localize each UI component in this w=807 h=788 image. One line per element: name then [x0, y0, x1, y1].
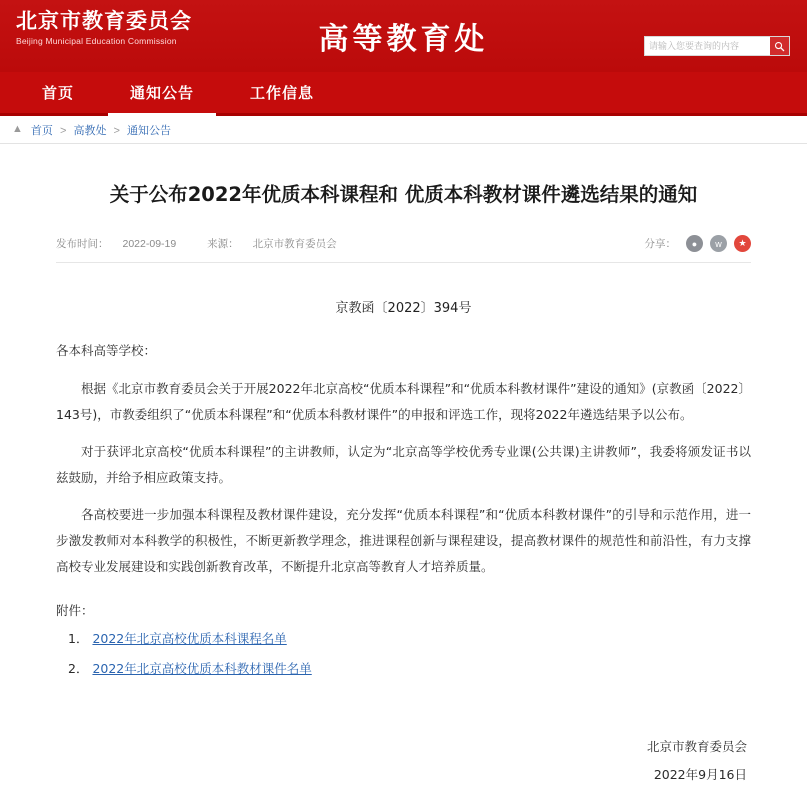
attachment-index: 1．: [68, 631, 89, 647]
share-group: [645, 235, 752, 252]
list-item: [68, 659, 751, 677]
search-box[interactable]: [644, 36, 790, 56]
share-label: 分享：: [644, 238, 676, 251]
nav-item-work-info[interactable]: 工作信息: [250, 84, 315, 102]
weixin-icon[interactable]: ●: [686, 235, 703, 252]
search-icon: [774, 41, 785, 52]
article-container: [0, 180, 807, 788]
weibo-icon[interactable]: w: [710, 235, 727, 252]
home-icon: ▲: [12, 123, 23, 135]
salutation: 各本科高等学校：: [56, 343, 157, 359]
attachment-link-1[interactable]: 2022年北京高校优质本科课程名单: [92, 631, 287, 647]
article-paragraph: 对于获评北京高校“优质本科课程”的主讲教师，认定为“北京高等学校优秀专业课(公共课)主讲教师”，我委将颁发证书以兹鼓励，并给予相应政策支持。: [56, 444, 751, 485]
search-input[interactable]: [645, 37, 770, 55]
document-number: 京教函〔2022〕394号: [335, 301, 472, 317]
breadcrumb: [31, 122, 171, 138]
site-title: 高等教育处: [318, 22, 489, 57]
logo-text-en: Beijing Municipal Education Commission: [16, 36, 177, 46]
breadcrumb-separator: >: [113, 124, 120, 137]
breadcrumb-bar: [0, 116, 807, 144]
signature-organization: 北京市教育委员会: [646, 739, 747, 755]
main-nav: [0, 72, 807, 116]
source-label: 来源： 北京市教育委员会: [207, 238, 337, 251]
list-item: [68, 629, 751, 647]
nav-item-home[interactable]: 首页: [42, 84, 75, 102]
breadcrumb-item-section[interactable]: 高教处: [73, 124, 107, 137]
breadcrumb-item-home[interactable]: 首页: [30, 124, 53, 137]
article-meta-left: [56, 236, 365, 251]
breadcrumb-separator: >: [59, 124, 67, 137]
favorite-star-icon[interactable]: ★: [734, 235, 751, 252]
site-logo[interactable]: [16, 8, 201, 46]
article-meta: [56, 235, 751, 263]
attachment-label: 附件：: [56, 603, 94, 619]
breadcrumb-item-current[interactable]: 通知公告: [127, 124, 172, 137]
nav-item-notices[interactable]: 通知公告: [102, 72, 222, 113]
logo-text-cn: 北京市教育委员会: [16, 9, 192, 33]
search-button[interactable]: [770, 37, 789, 55]
page-title: 关于公布2022年优质本科课程和 优质本科教材课件遴选结果的通知: [109, 183, 698, 206]
site-header: [0, 0, 807, 72]
signature-date: 2022年9月16日: [653, 766, 747, 782]
publish-time-label: 发布时间： 2022-09-19: [56, 238, 177, 251]
attachment-link-2[interactable]: 2022年北京高校优质本科教材课件名单: [92, 661, 312, 677]
attachment-index: 2．: [68, 661, 89, 677]
article-paragraph: 各高校要进一步加强本科课程及教材课件建设，充分发挥“优质本科课程”和“优质本科教材课件”的引导和示范作用，进一步激发教师对本科教学的积极性，不断更新教学理念，推进课程创新与课程建设，提高教材课件的规范性和前沿性，有力支撑高校专业发展建设和实践创新教育改革，不断提升北京高等教育人才培养质量。: [56, 507, 751, 574]
article-paragraph: 根据《北京市教育委员会关于开展2022年北京高校“优质本科课程”和“优质本科教材课件”建设的通知》(京教函〔2022〕143号)，市教委组织了“优质本科课程”和“优质本科教材课件”的申报和评选工作，现将2022年遴选结果予以公布。: [56, 380, 751, 422]
signature-block: [56, 733, 751, 788]
